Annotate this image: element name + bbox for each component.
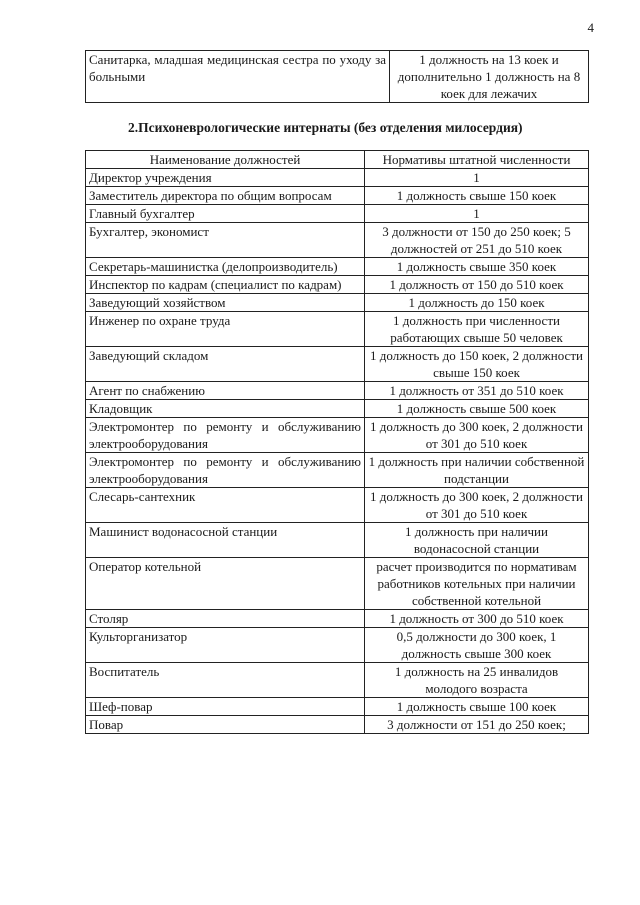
table-row xyxy=(86,51,589,103)
norm-cell: 1 должность до 300 коек, 2 должности от 301 до 510 коек xyxy=(365,488,589,523)
psychoneurological-staffing-table xyxy=(85,150,589,734)
table-row xyxy=(86,382,589,400)
position-cell: Санитарка, младшая медицинская сестра по уходу за больными xyxy=(86,51,390,103)
position-cell: Слесарь-сантехник xyxy=(86,488,365,523)
norm-column-header: Нормативы штатной численности xyxy=(365,151,589,169)
position-cell: Электромонтер по ремонту и обслуживанию электрооборудования xyxy=(86,453,365,488)
norm-cell: 1 должность свыше 350 коек xyxy=(365,258,589,276)
top-staffing-table xyxy=(85,50,589,103)
norm-cell: 1 должность при численности работающих свыше 50 человек xyxy=(365,312,589,347)
table-row xyxy=(86,488,589,523)
position-cell: Столяр xyxy=(86,610,365,628)
position-cell: Заведующий хозяйством xyxy=(86,294,365,312)
norm-cell: 1 должность до 300 коек, 2 должности от 301 до 510 коек xyxy=(365,418,589,453)
table-row xyxy=(86,453,589,488)
table-row xyxy=(86,610,589,628)
position-cell: Заведующий складом xyxy=(86,347,365,382)
table-row xyxy=(86,347,589,382)
table-row xyxy=(86,169,589,187)
norm-cell: 1 должность от 351 до 510 коек xyxy=(365,382,589,400)
position-cell: Воспитатель xyxy=(86,663,365,698)
position-cell: Главный бухгалтер xyxy=(86,205,365,223)
section-title: 2.Психоневрологические интернаты (без отделения милосердия) xyxy=(128,120,523,135)
position-column-header: Наименование должностей xyxy=(86,151,365,169)
norm-cell: 0,5 должности до 300 коек, 1 должность свыше 300 коек xyxy=(365,628,589,663)
table-row xyxy=(86,312,589,347)
norm-cell: 1 должность от 150 до 510 коек xyxy=(365,276,589,294)
table-row xyxy=(86,558,589,610)
norm-cell: 1 xyxy=(365,205,589,223)
position-cell: Кладовщик xyxy=(86,400,365,418)
norm-cell: 1 должность от 300 до 510 коек xyxy=(365,610,589,628)
norm-cell: расчет производится по нормативам работников котельных при наличии собственной котельной xyxy=(365,558,589,610)
position-cell: Шеф-повар xyxy=(86,698,365,716)
position-cell: Агент по снабжению xyxy=(86,382,365,400)
position-cell: Директор учреждения xyxy=(86,169,365,187)
table-row xyxy=(86,223,589,258)
position-cell: Оператор котельной xyxy=(86,558,365,610)
table-row xyxy=(86,294,589,312)
norm-cell: 1 должность до 150 коек xyxy=(365,294,589,312)
norm-cell: 1 должность свыше 500 коек xyxy=(365,400,589,418)
table-body xyxy=(86,169,589,734)
norm-cell: 1 должность до 150 коек, 2 должности свыше 150 коек xyxy=(365,347,589,382)
norm-cell: 1 должность на 13 коек и дополнительно 1 должность на 8 коек для лежачих xyxy=(390,51,589,103)
page-number: 4 xyxy=(587,20,594,35)
norm-cell: 1 должность при наличии собственной подстанции xyxy=(365,453,589,488)
norm-cell: 3 должности от 151 до 250 коек; xyxy=(365,716,589,734)
table-row xyxy=(86,663,589,698)
table-row xyxy=(86,187,589,205)
position-cell: Инженер по охране труда xyxy=(86,312,365,347)
position-cell: Бухгалтер, экономист xyxy=(86,223,365,258)
table-row xyxy=(86,628,589,663)
norm-cell: 1 должность свыше 150 коек xyxy=(365,187,589,205)
table-row xyxy=(86,418,589,453)
table-row xyxy=(86,716,589,734)
norm-cell: 1 xyxy=(365,169,589,187)
norm-cell: 1 должность свыше 100 коек xyxy=(365,698,589,716)
position-cell: Повар xyxy=(86,716,365,734)
position-cell: Электромонтер по ремонту и обслуживанию электрооборудования xyxy=(86,418,365,453)
position-cell: Инспектор по кадрам (специалист по кадрам) xyxy=(86,276,365,294)
table-row xyxy=(86,400,589,418)
table-header-row xyxy=(86,151,589,169)
table-row xyxy=(86,276,589,294)
norm-cell: 1 должность при наличии водонасосной станции xyxy=(365,523,589,558)
position-cell: Культорганизатор xyxy=(86,628,365,663)
norm-cell: 3 должности от 150 до 250 коек; 5 должностей от 251 до 510 коек xyxy=(365,223,589,258)
table-row xyxy=(86,205,589,223)
position-cell: Секретарь-машинистка (делопроизводитель) xyxy=(86,258,365,276)
position-cell: Заместитель директора по общим вопросам xyxy=(86,187,365,205)
table-row xyxy=(86,698,589,716)
position-cell: Машинист водонасосной станции xyxy=(86,523,365,558)
table-row xyxy=(86,258,589,276)
table-row xyxy=(86,523,589,558)
norm-cell: 1 должность на 25 инвалидов молодого возраста xyxy=(365,663,589,698)
